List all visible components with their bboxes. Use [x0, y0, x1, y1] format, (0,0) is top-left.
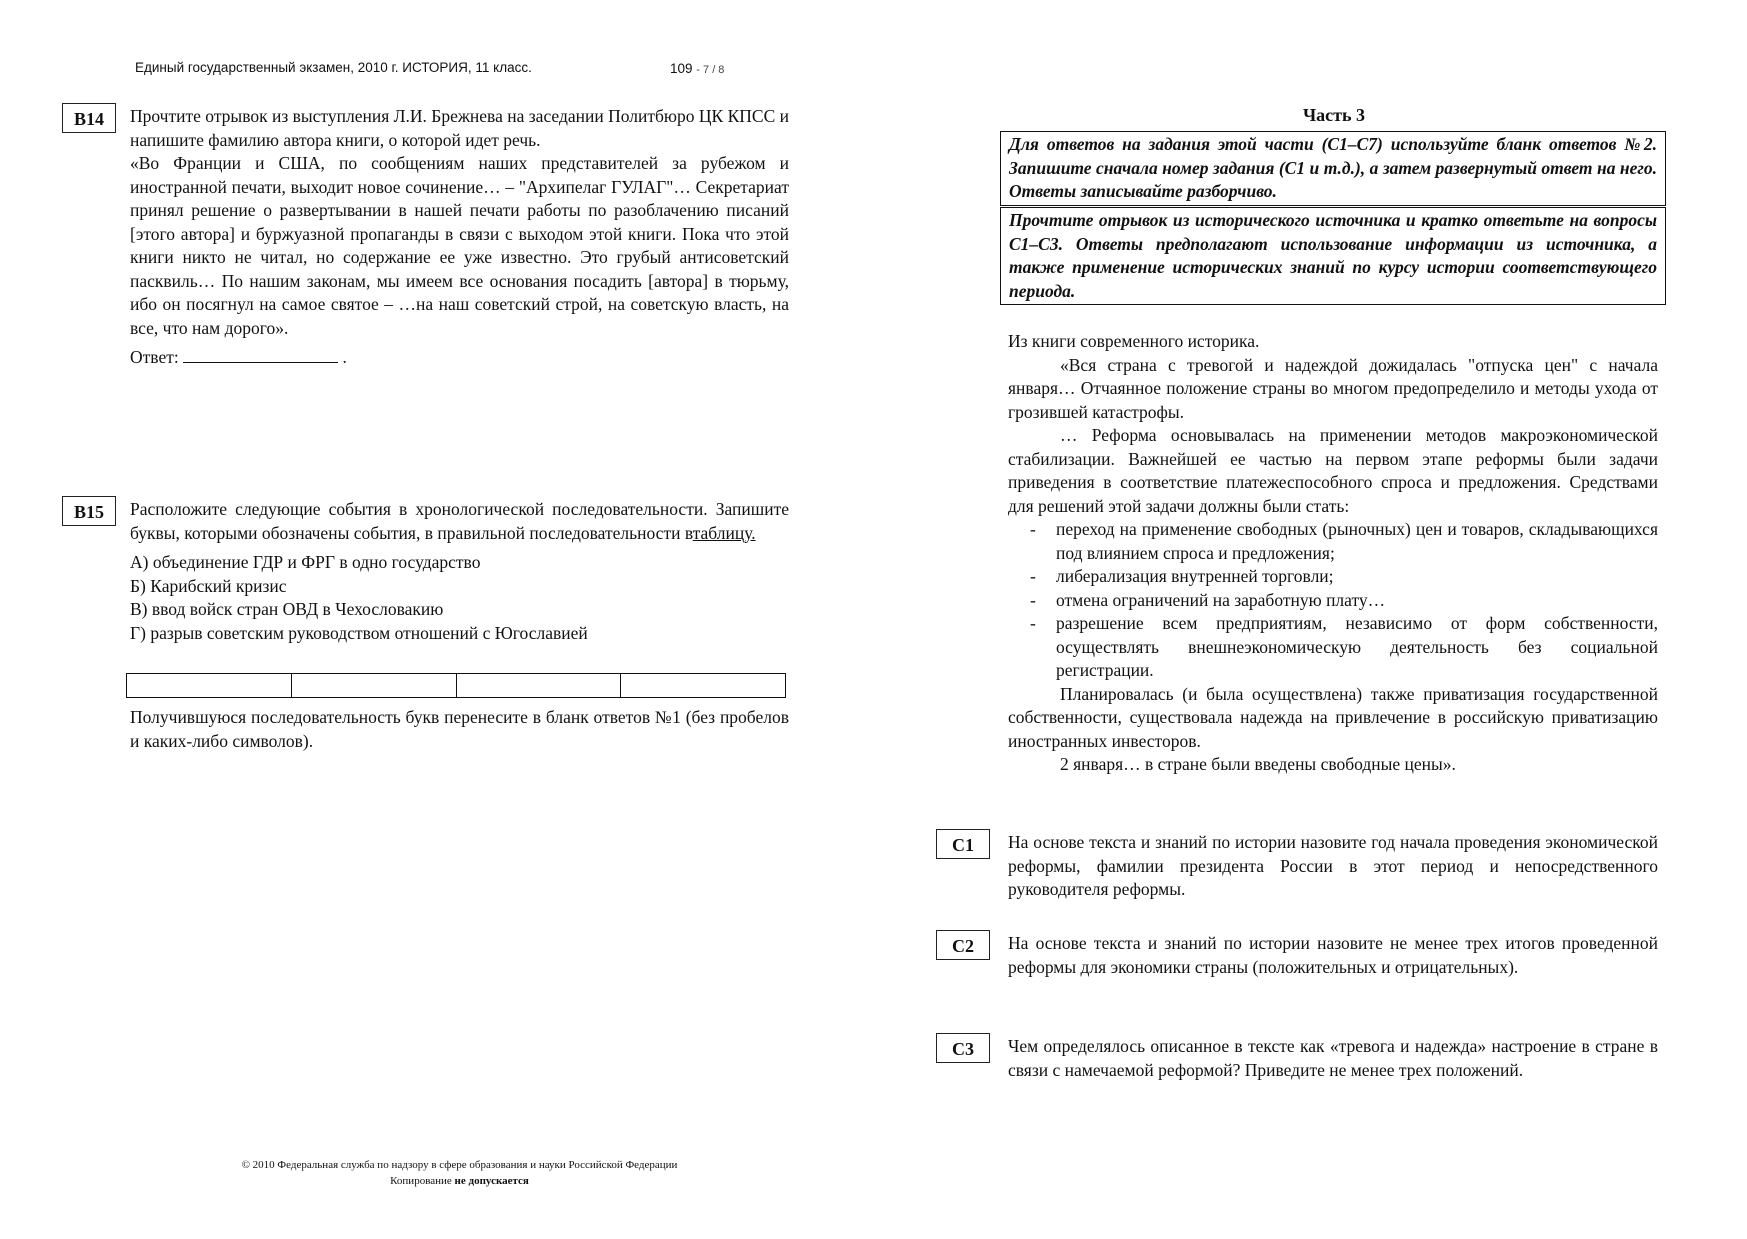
b15-after: Получившуюся последовательность букв перенесите в бланк ответов №1 (без пробелов и каких-либо символов).	[130, 707, 789, 751]
list-item: А) объединение ГДР и ФРГ в одно государство	[130, 552, 481, 572]
source-text	[1008, 330, 1658, 777]
b14-answer: Ответ: .	[130, 347, 347, 367]
list-item: Б) Карибский кризис	[130, 575, 287, 596]
b14-block	[130, 105, 789, 370]
answer-cell[interactable]	[621, 674, 786, 698]
list-item: - либерализация внутренней торговли;	[1008, 565, 1658, 589]
answer-blank[interactable]	[183, 346, 338, 363]
part3-instructions-1: Для ответов на задания этой части (С1–С7) используйте бланк ответов №2. Запишите сначала номер задания (С1 и т.д.), а затем развернутый ответ на него. Ответы записывайте разборчиво.	[1000, 131, 1666, 206]
list-item: - переход на применение свободных (рыночных) цен и товаров, складывающихся под влиянием спроса и предложения;	[1008, 518, 1658, 565]
c2-text: На основе текста и знаний по истории назовите не менее трех итогов проведенной реформы для экономики страны (положительных и отрицательных).	[1008, 933, 1658, 977]
answer-sequence-table	[126, 673, 786, 698]
question-label-c3: С3	[936, 1033, 990, 1063]
answer-cell[interactable]	[127, 674, 292, 698]
source-p4: 2 января… в стране были введены свободные цены».	[1060, 754, 1456, 774]
part3-title: Часть 3	[1302, 105, 1366, 125]
copyright: © 2010 Федеральная служба по надзору в сфере образования и науки Российской Федерации	[241, 1159, 678, 1171]
question-label-c1: С1	[936, 829, 990, 859]
list-item: Г) разрыв советским руководством отношений с Югославией	[130, 622, 588, 643]
source-bullets	[1008, 518, 1658, 683]
list-item: - разрешение всем предприятиям, независимо от форм собственности, осуществлять внешнеэкономическую деятельность без социальной регистрации.	[1008, 612, 1658, 683]
source-intro: Из книги современного историка.	[1008, 331, 1260, 351]
b15-block	[130, 498, 789, 645]
part3-instructions-2: Прочтите отрывок из исторического источника и кратко ответьте на вопросы С1–С3. Ответы предполагают использование информации из источника, а также применение исторических знаний по курсу истории соответствующего периода.	[1000, 207, 1666, 305]
c3-text: Чем определялось описанное в тексте как «тревога и надежда» настроение в стране в связи с намечаемой реформой? Приведите не менее трех положений.	[1008, 1036, 1658, 1080]
page-footer	[197, 1157, 722, 1189]
header-title: Единый государственный экзамен, 2010 г. ИСТОРИЯ, 11 класс.	[135, 60, 532, 75]
list-item: В) ввод войск стран ОВД в Чехословакию	[130, 599, 444, 619]
answer-cell[interactable]	[291, 674, 456, 698]
answer-cell[interactable]	[456, 674, 621, 698]
question-label-b15: B15	[62, 496, 116, 526]
source-p2: … Реформа основывалась на применении методов макроэкономической стабилизации. Важнейшей ее частью на первом этапе реформы были задачи приведения в соответствие платежеспособного спроса и предложения. Средствами для решений этой задачи должны были стать:	[1008, 425, 1658, 516]
question-label-b14: B14	[62, 103, 116, 133]
list-item: - отмена ограничений на заработную плату…	[1008, 589, 1658, 613]
c1-text: На основе текста и знаний по истории назовите год начала проведения экономической реформы, фамилии президента России в этот период и непосредственного руководителя реформы.	[1008, 832, 1658, 899]
copy-notice: Копирование не допускается	[390, 1175, 529, 1187]
b14-prompt: Прочтите отрывок из выступления Л.И. Брежнева на заседании Политбюро ЦК КПСС и напишите фамилию автора книги, о которой идет речь.	[130, 106, 789, 150]
question-label-c2: С2	[936, 930, 990, 960]
b15-items	[130, 551, 789, 645]
answer-label: Ответ:	[130, 347, 179, 367]
page-header	[135, 60, 725, 76]
source-p3: Планировалась (и была осуществлена) также приватизация государственной собственности, существовала надежда на привлечение в российскую приватизацию иностранных инвесторов.	[1008, 683, 1658, 751]
source-p1: «Вся страна с тревогой и надеждой дожидалась "отпуска цен" с начала января… Отчаянное положение страны во многом предопределило и методы ухода от грозившей катастрофы.	[1008, 354, 1658, 422]
b14-quote: «Во Франции и США, по сообщениям наших представителей за рубежом и иностранной печати, выходит новое сочинение… – "Архипелаг ГУЛАГ"… Секретариат принял решение о развертывании в нашей печати работы по разоблачению писаний [этого автора] и буржуазной пропаганды в связи с выходом этой книги. Пока что этой книги никто не читал, но содержание ее уже известно. Это грубый антисоветский пасквиль… По нашим законам, мы имеем все основания посадить [автора] в тюрьму, ибо он посягнул на самое святое – …на наш советский строй, на советскую власть, на все, что нам дорого».	[130, 153, 789, 338]
b15-table-link: таблицу.	[692, 522, 756, 543]
page-number: 109 - 7 / 8	[670, 61, 725, 76]
b15-prompt: Расположите следующие события в хронологической последовательности. Запишите буквы, которыми обозначены события, в правильной последовательности втаблицу.	[130, 499, 789, 543]
